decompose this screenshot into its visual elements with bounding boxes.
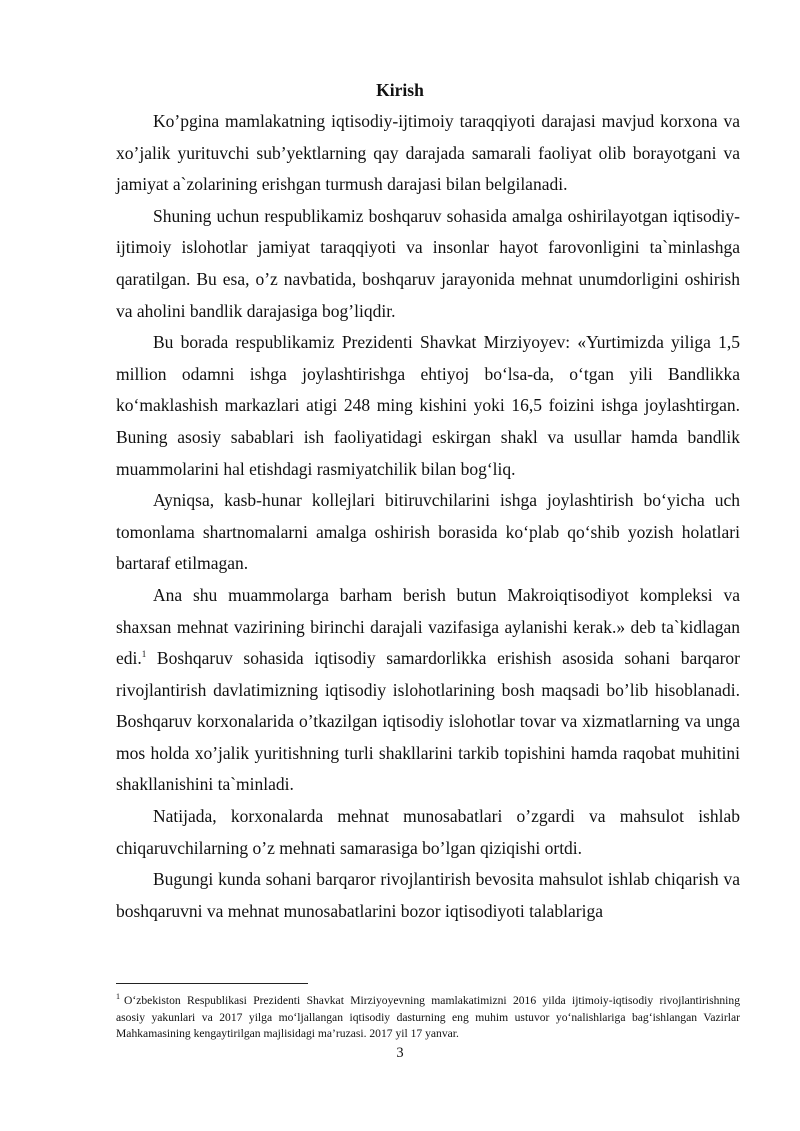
footnote-reference[interactable]: 1 — [141, 649, 147, 660]
page-number: 3 — [396, 1045, 404, 1061]
section-title: Kirish — [376, 80, 424, 100]
footnote-number: 1 — [116, 992, 120, 1002]
paragraph-5 — [116, 580, 740, 801]
paragraph-6: Natijada, korxonalarda mehnat munosabatlari o’zgardi va mahsulot ishlab chiqaruvchilarning o’z mehnati samarasiga bo’lgan qiziqishi ortdi. — [116, 806, 740, 858]
paragraph-5-text-after: Boshqaruv sohasida iqtisodiy samardorlikka erishish asosida sohani barqaror rivojlantirish davlatimizning iqtisodiy islohotlarining bosh maqsadi bo’lib hisoblanadi. Boshqaruv korxonalarida o’tkazilgan iqtisodiy islohotlar tovar va xizmatlarning va unga mos holda xo’jalik yuritishning turli shakllarini tarkib topishini hamda raqobat muhitini shakllanishini ta`minladi. — [116, 648, 740, 795]
paragraph-3: Bu borada respublikamiz Prezidenti Shavkat Mirziyoyev: «Yurtimizda yiliga 1,5 million odamni ishga joylashtirishga ehtiyoj bo‘lsa-da, o‘tgan yili Bandlikka ko‘maklashish markazlari atigi 248 ming kishini yoki 16,5 foizini ishga joylashtirgan. Buning asosiy sabablari ish faoliyatidagi eskirgan shakl va usullar hamda bandlik muammolarini hal etishdagi rasmiyatchilik bilan bog‘liq. — [116, 332, 740, 479]
footnote-text: O‘zbekiston Respublikasi Prezidenti Shavkat Mirziyoyevning mamlakatimizni 2016 yilda ijtimoiy-iqtisodiy rivojlantirishning asosiy yakunlari va 2017 yilga mo‘ljallangan iqtisodiy dasturning eng muhim ustuvor yo‘nalishlariga bag‘ishlangan Vazirlar Mahkamasining kengaytirilgan majlisidagi ma’ruzasi. 2017 yil 17 yanvar. — [116, 994, 740, 1040]
footnote-separator — [116, 983, 308, 984]
paragraph-2: Shuning uchun respublikamiz boshqaruv sohasida amalga oshirilayotgan iqtisodiy-ijtimoiy islohotlar jamiyat taraqqiyoti va insonlar hayot farovonligini ta`minlashga qaratilgan. Bu esa, o’z navbatida, boshqaruv jarayonida mehnat unumdorligini oshirish va aholini bandlik darajasiga bog’liqdir. — [116, 205, 740, 321]
paragraph-4: Ayniqsa, kasb-hunar kollejlari bitiruvchilarini ishga joylashtirish bo‘yicha uch tomonlama shartnomalarni amalga oshirish borasida ko‘plab qo‘shib yozish holatlari bartaraf etilmagan. — [116, 490, 740, 574]
body-text — [116, 106, 740, 927]
paragraph-1: Ko’pgina mamlakatning iqtisodiy-ijtimoiy taraqqiyoti darajasi mavjud korxona va xo’jalik yurituvchi sub’yektlarning qay darajada samarali faoliyat olib borayotgani va jamiyat a`zolarining erishgan turmush darajasi bilan belgilanadi. — [116, 111, 740, 195]
footnote — [116, 993, 740, 1043]
paragraph-5-text-before: Ana shu muammolarga barham berish butun Makroiqtisodiyot kompleksi va shaxsan mehnat vazirining birinchi darajali vazifasiga aylanishi kerak.» deb ta`kidlagan edi. — [116, 584, 740, 669]
paragraph-7: Bugungi kunda sohani barqaror rivojlantirish bevosita mahsulot ishlab chiqarish va boshqaruvni va mehnat munosabatlarini bozor iqtisodiyoti talablariga — [116, 869, 740, 921]
